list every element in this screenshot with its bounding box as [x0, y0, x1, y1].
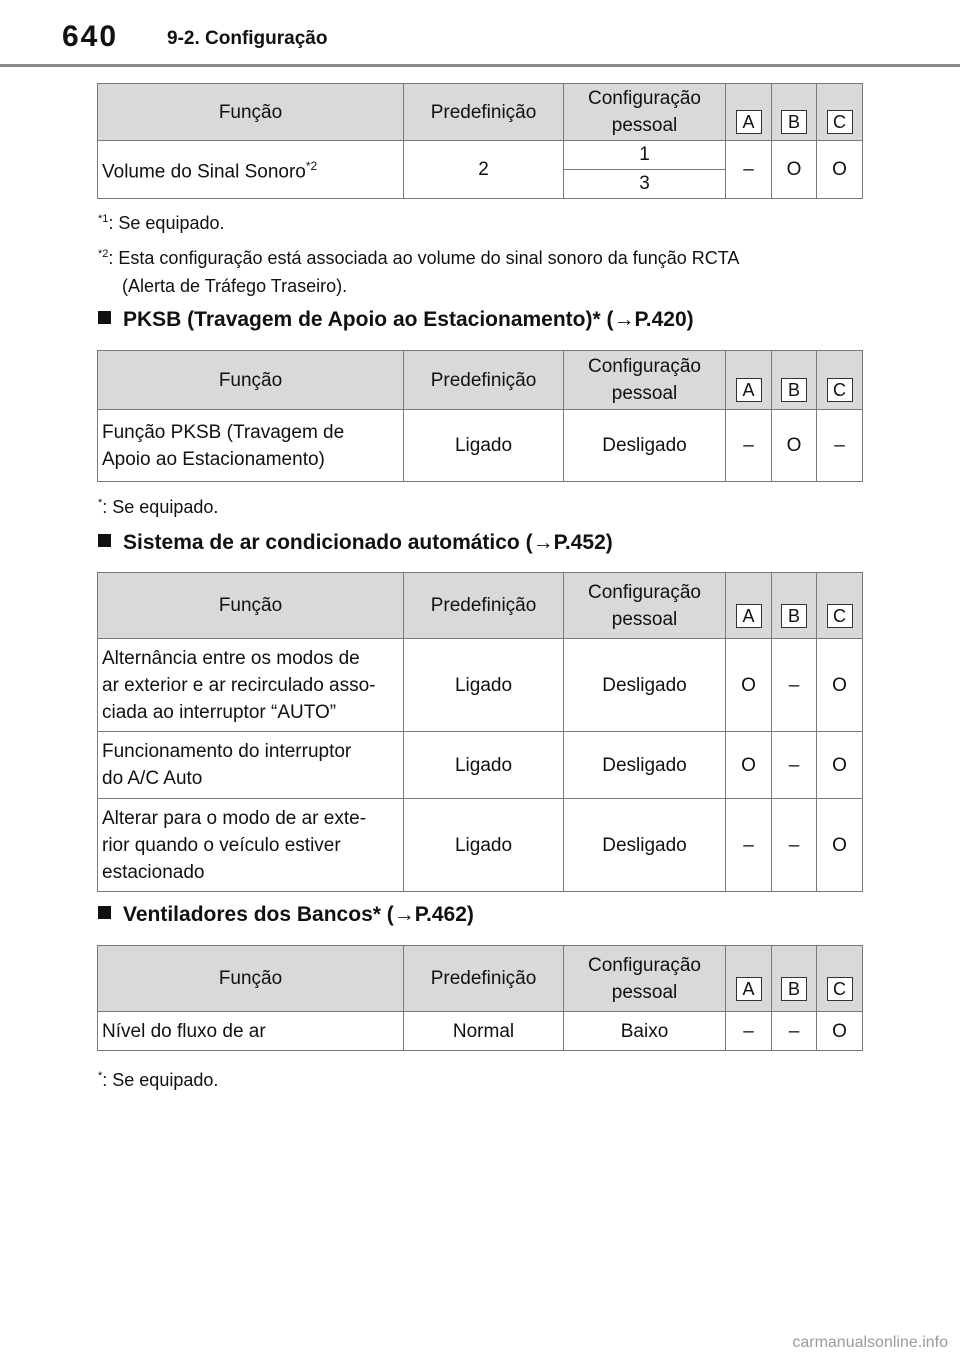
cell-a: –	[726, 799, 772, 892]
cell-b: O	[772, 410, 817, 482]
col-header-funcao: Função	[98, 351, 404, 410]
cell-predefinicao: Ligado	[404, 799, 564, 892]
cell-predefinicao: Ligado	[404, 639, 564, 732]
header-divider	[0, 64, 960, 67]
col-header-b: B	[772, 351, 817, 410]
cell-b: –	[772, 1012, 817, 1051]
cell-a: –	[726, 141, 772, 199]
cell-c: O	[817, 1012, 863, 1051]
table-row	[98, 141, 863, 170]
col-header-b: B	[772, 84, 817, 141]
square-bullet-icon	[98, 906, 111, 919]
footnote-pksb: *: Se equipado.	[98, 497, 219, 517]
col-header-c: C	[817, 351, 863, 410]
cell-funcao: Alternância entre os modos de ar exterior e ar recirculado asso- ciada ao interruptor “AUTO”	[98, 639, 404, 732]
cell-funcao: Função PKSB (Travagem de Apoio ao Estacionamento)	[98, 410, 404, 482]
cell-configuracao: Desligado	[564, 732, 726, 799]
table-ar-condicionado	[97, 572, 863, 892]
col-header-c: C	[817, 84, 863, 141]
subheading-ar-condicionado: Sistema de ar condicionado automático (→P.452)	[98, 531, 613, 555]
cell-funcao: Alterar para o modo de ar exte- rior quando o veículo estiver estacionado	[98, 799, 404, 892]
col-header-predefinicao: Predefinição	[404, 946, 564, 1012]
cell-b: –	[772, 799, 817, 892]
col-header-configuracao: Configuração pessoal	[564, 84, 726, 141]
col-header-configuracao: Configuração pessoal	[564, 351, 726, 410]
section-title: 9-2. Configuração	[167, 28, 328, 49]
table-row	[98, 639, 863, 732]
cell-configuracao: Baixo	[564, 1012, 726, 1051]
footnote-ventiladores: *: Se equipado.	[98, 1070, 219, 1090]
col-header-b: B	[772, 573, 817, 639]
table-sinal-sonoro	[97, 83, 863, 199]
cell-funcao: Volume do Sinal Sonoro$^{*2}$	[98, 141, 404, 199]
footnote-1: $^{*1}$: Se equipado.	[98, 213, 225, 233]
table-row	[98, 1012, 863, 1051]
cell-predefinicao: Ligado	[404, 732, 564, 799]
col-header-predefinicao: Predefinição	[404, 84, 564, 141]
table-row	[98, 799, 863, 892]
subheading-ventiladores: Ventiladores dos Bancos* (→P.462)	[98, 903, 474, 927]
col-header-configuracao: Configuração pessoal	[564, 946, 726, 1012]
cell-funcao: Nível do fluxo de ar	[98, 1012, 404, 1051]
page-number: 640	[62, 20, 119, 53]
col-header-a: A	[726, 84, 772, 141]
table-header-row	[98, 573, 863, 639]
col-header-funcao: Função	[98, 573, 404, 639]
table-ventiladores	[97, 945, 863, 1051]
table-header-row	[98, 946, 863, 1012]
footnote-2: $^{*2}$: Esta configuração está associada ao volume do sinal sonoro da função RCTA (Alerta de Tráfego Traseiro).	[98, 248, 740, 296]
cell-config-option-1: 1	[564, 141, 726, 170]
cell-b: –	[772, 732, 817, 799]
col-header-funcao: Função	[98, 84, 404, 141]
cell-configuracao: Desligado	[564, 410, 726, 482]
cell-c: O	[817, 799, 863, 892]
cell-b: O	[772, 141, 817, 199]
cell-a: O	[726, 639, 772, 732]
cell-predefinicao: 2	[404, 141, 564, 199]
cell-configuracao: Desligado	[564, 799, 726, 892]
cell-funcao: Funcionamento do interruptor do A/C Auto	[98, 732, 404, 799]
col-header-c: C	[817, 946, 863, 1012]
cell-a: O	[726, 732, 772, 799]
col-header-predefinicao: Predefinição	[404, 573, 564, 639]
col-header-a: A	[726, 573, 772, 639]
col-header-b: B	[772, 946, 817, 1012]
table-header-row	[98, 351, 863, 410]
cell-a: –	[726, 1012, 772, 1051]
table-header-row	[98, 84, 863, 141]
col-header-configuracao: Configuração pessoal	[564, 573, 726, 639]
cell-config-option-2: 3	[564, 170, 726, 199]
col-header-funcao: Função	[98, 946, 404, 1012]
table-row	[98, 732, 863, 799]
table-pksb	[97, 350, 863, 482]
page-header	[0, 0, 960, 66]
square-bullet-icon	[98, 534, 111, 547]
cell-predefinicao: Ligado	[404, 410, 564, 482]
cell-c: O	[817, 639, 863, 732]
cell-b: –	[772, 639, 817, 732]
cell-a: –	[726, 410, 772, 482]
cell-c: –	[817, 410, 863, 482]
col-header-c: C	[817, 573, 863, 639]
col-header-a: A	[726, 351, 772, 410]
subheading-pksb: PKSB (Travagem de Apoio ao Estacionamento)* (→P.420)	[98, 308, 694, 332]
cell-configuracao: Desligado	[564, 639, 726, 732]
cell-c: O	[817, 732, 863, 799]
col-header-predefinicao: Predefinição	[404, 351, 564, 410]
col-header-a: A	[726, 946, 772, 1012]
cell-c: O	[817, 141, 863, 199]
table-row	[98, 410, 863, 482]
cell-predefinicao: Normal	[404, 1012, 564, 1051]
square-bullet-icon	[98, 311, 111, 324]
watermark-link[interactable]: carmanualsonline.info	[792, 1334, 948, 1351]
